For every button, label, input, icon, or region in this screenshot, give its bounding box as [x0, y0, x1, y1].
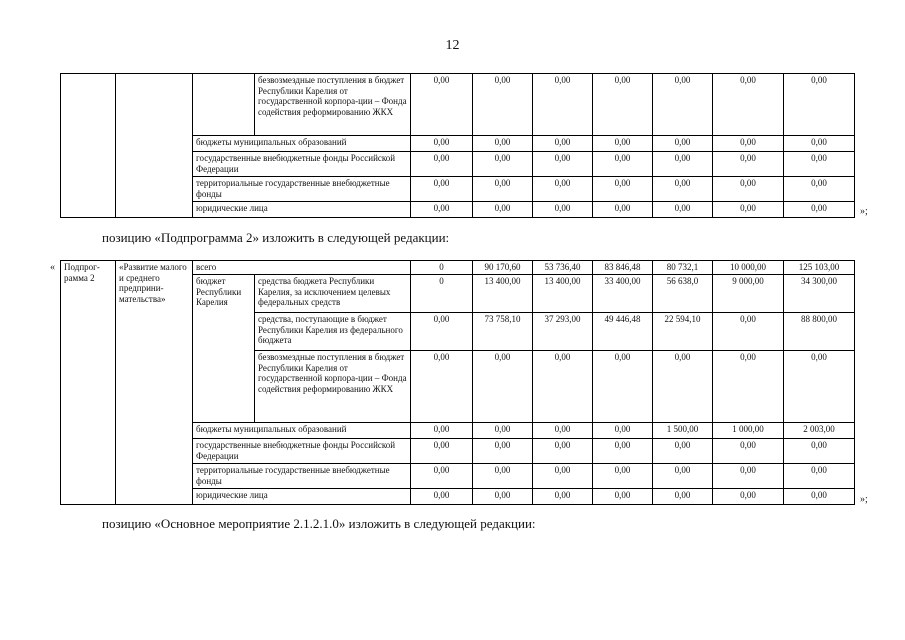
- value-cell: 0,00: [653, 351, 713, 423]
- value-cell: 0,00: [473, 177, 533, 202]
- financing-table-continuation: [60, 73, 855, 218]
- value-cell: 0,00: [784, 351, 855, 423]
- value-cell: 0,00: [784, 202, 855, 218]
- value-cell: 22 594,10: [653, 313, 713, 351]
- budget-group-cell: [193, 74, 255, 136]
- status-cell: [61, 74, 116, 218]
- row-label: средства, поступающие в бюджет Республики Карелия из федерального бюджета: [255, 313, 411, 351]
- value-cell: 88 800,00: [784, 313, 855, 351]
- value-cell: 0,00: [713, 313, 784, 351]
- name-cell: [116, 74, 193, 218]
- row-label: бюджеты муниципальных образований: [193, 136, 411, 152]
- value-cell: 0,00: [784, 152, 855, 177]
- value-cell: 33 400,00: [593, 275, 653, 313]
- value-cell: 0,00: [533, 136, 593, 152]
- value-cell: 9 000,00: [713, 275, 784, 313]
- value-cell: 0,00: [411, 177, 473, 202]
- subprogram-2-table: [60, 260, 855, 505]
- value-cell: 125 103,00: [784, 261, 855, 275]
- value-cell: 0,00: [713, 152, 784, 177]
- value-cell: 0,00: [593, 74, 653, 136]
- budget-group-cell: бюджет Республики Карелия: [193, 275, 255, 423]
- value-cell: 0: [411, 275, 473, 313]
- value-cell: 0,00: [533, 464, 593, 489]
- value-cell: 0,00: [533, 74, 593, 136]
- value-cell: 1 500,00: [653, 423, 713, 439]
- value-cell: 0,00: [533, 351, 593, 423]
- value-cell: 2 003,00: [784, 423, 855, 439]
- value-cell: 0,00: [593, 489, 653, 505]
- value-cell: 0,00: [533, 202, 593, 218]
- value-cell: 13 400,00: [473, 275, 533, 313]
- value-cell: 0,00: [653, 464, 713, 489]
- value-cell: 56 638,0: [653, 275, 713, 313]
- row-label: бюджеты муниципальных образований: [193, 423, 411, 439]
- value-cell: 0,00: [473, 489, 533, 505]
- row-label: территориальные государственные внебюджетные фонды: [193, 464, 411, 489]
- value-cell: 10 000,00: [713, 261, 784, 275]
- page-number: 12: [445, 38, 460, 53]
- value-cell: 49 446,48: [593, 313, 653, 351]
- value-cell: 0,00: [411, 351, 473, 423]
- table-row: [61, 74, 855, 136]
- value-cell: 0,00: [653, 136, 713, 152]
- closing-quote: »;: [860, 494, 868, 505]
- value-cell: 0,00: [713, 136, 784, 152]
- opening-quote: «: [50, 262, 55, 273]
- value-cell: 0,00: [411, 423, 473, 439]
- value-cell: 0,00: [784, 464, 855, 489]
- value-cell: 0,00: [473, 464, 533, 489]
- value-cell: 0,00: [593, 351, 653, 423]
- closing-quote: »;: [860, 206, 868, 217]
- value-cell: 0,00: [713, 202, 784, 218]
- value-cell: 0,00: [411, 439, 473, 464]
- row-label: безвозмездные поступления в бюджет Республики Карелия от государственной корпора-ции – Фонда содействия реформированию ЖКХ: [255, 74, 411, 136]
- value-cell: 0,00: [653, 152, 713, 177]
- value-cell: 0,00: [784, 177, 855, 202]
- value-cell: 0,00: [533, 439, 593, 464]
- row-label: территориальные государственные внебюджетные фонды: [193, 177, 411, 202]
- value-cell: 0,00: [533, 489, 593, 505]
- value-cell: 1 000,00: [713, 423, 784, 439]
- instruction-paragraph: позицию «Основное мероприятие 2.1.2.1.0» изложить в следующей редакции:: [102, 516, 536, 531]
- value-cell: 0,00: [473, 136, 533, 152]
- value-cell: 0,00: [473, 439, 533, 464]
- value-cell: 0,00: [473, 74, 533, 136]
- status-cell: Подпрог-рамма 2: [61, 261, 116, 505]
- value-cell: 0,00: [593, 177, 653, 202]
- row-label: безвозмездные поступления в бюджет Республики Карелия от государственной корпора-ции – Фонда содействия реформированию ЖКХ: [255, 351, 411, 423]
- value-cell: 0,00: [411, 74, 473, 136]
- value-cell: 53 736,40: [533, 261, 593, 275]
- value-cell: 0,00: [713, 177, 784, 202]
- value-cell: 0,00: [784, 136, 855, 152]
- value-cell: 34 300,00: [784, 275, 855, 313]
- value-cell: 0,00: [473, 152, 533, 177]
- value-cell: 0,00: [784, 439, 855, 464]
- row-label: всего: [193, 261, 411, 275]
- value-cell: 0,00: [593, 439, 653, 464]
- value-cell: 0,00: [713, 464, 784, 489]
- value-cell: 0,00: [411, 202, 473, 218]
- value-cell: 0,00: [473, 423, 533, 439]
- value-cell: 73 758,10: [473, 313, 533, 351]
- value-cell: 0,00: [784, 489, 855, 505]
- value-cell: 90 170,60: [473, 261, 533, 275]
- value-cell: 0,00: [653, 439, 713, 464]
- value-cell: 0: [411, 261, 473, 275]
- value-cell: 0,00: [653, 74, 713, 136]
- value-cell: 0,00: [653, 202, 713, 218]
- value-cell: 0,00: [784, 74, 855, 136]
- value-cell: 0,00: [713, 351, 784, 423]
- value-cell: 0,00: [411, 136, 473, 152]
- value-cell: 0,00: [713, 489, 784, 505]
- value-cell: 0,00: [411, 464, 473, 489]
- value-cell: 0,00: [593, 423, 653, 439]
- row-label: юридические лица: [193, 489, 411, 505]
- instruction-paragraph: позицию «Подпрограмма 2» изложить в следующей редакции:: [102, 230, 450, 245]
- value-cell: 0,00: [533, 152, 593, 177]
- value-cell: 0,00: [653, 177, 713, 202]
- value-cell: 0,00: [593, 136, 653, 152]
- value-cell: 0,00: [473, 351, 533, 423]
- value-cell: 0,00: [593, 152, 653, 177]
- value-cell: 0,00: [713, 439, 784, 464]
- value-cell: 80 732,1: [653, 261, 713, 275]
- row-label: государственные внебюджетные фонды Российской Федерации: [193, 152, 411, 177]
- value-cell: 13 400,00: [533, 275, 593, 313]
- value-cell: 0,00: [713, 74, 784, 136]
- row-label: юридические лица: [193, 202, 411, 218]
- value-cell: 0,00: [533, 423, 593, 439]
- value-cell: 83 846,48: [593, 261, 653, 275]
- row-label: государственные внебюджетные фонды Российской Федерации: [193, 439, 411, 464]
- name-cell: «Развитие малого и среднего предприни-мательства»: [116, 261, 193, 505]
- value-cell: 0,00: [411, 313, 473, 351]
- row-label: средства бюджета Республики Карелия, за исключением целевых федеральных средств: [255, 275, 411, 313]
- value-cell: 0,00: [411, 152, 473, 177]
- value-cell: 0,00: [593, 464, 653, 489]
- value-cell: 0,00: [593, 202, 653, 218]
- value-cell: 0,00: [653, 489, 713, 505]
- table-row: [61, 261, 855, 275]
- value-cell: 0,00: [473, 202, 533, 218]
- value-cell: 0,00: [411, 489, 473, 505]
- value-cell: 37 293,00: [533, 313, 593, 351]
- value-cell: 0,00: [533, 177, 593, 202]
